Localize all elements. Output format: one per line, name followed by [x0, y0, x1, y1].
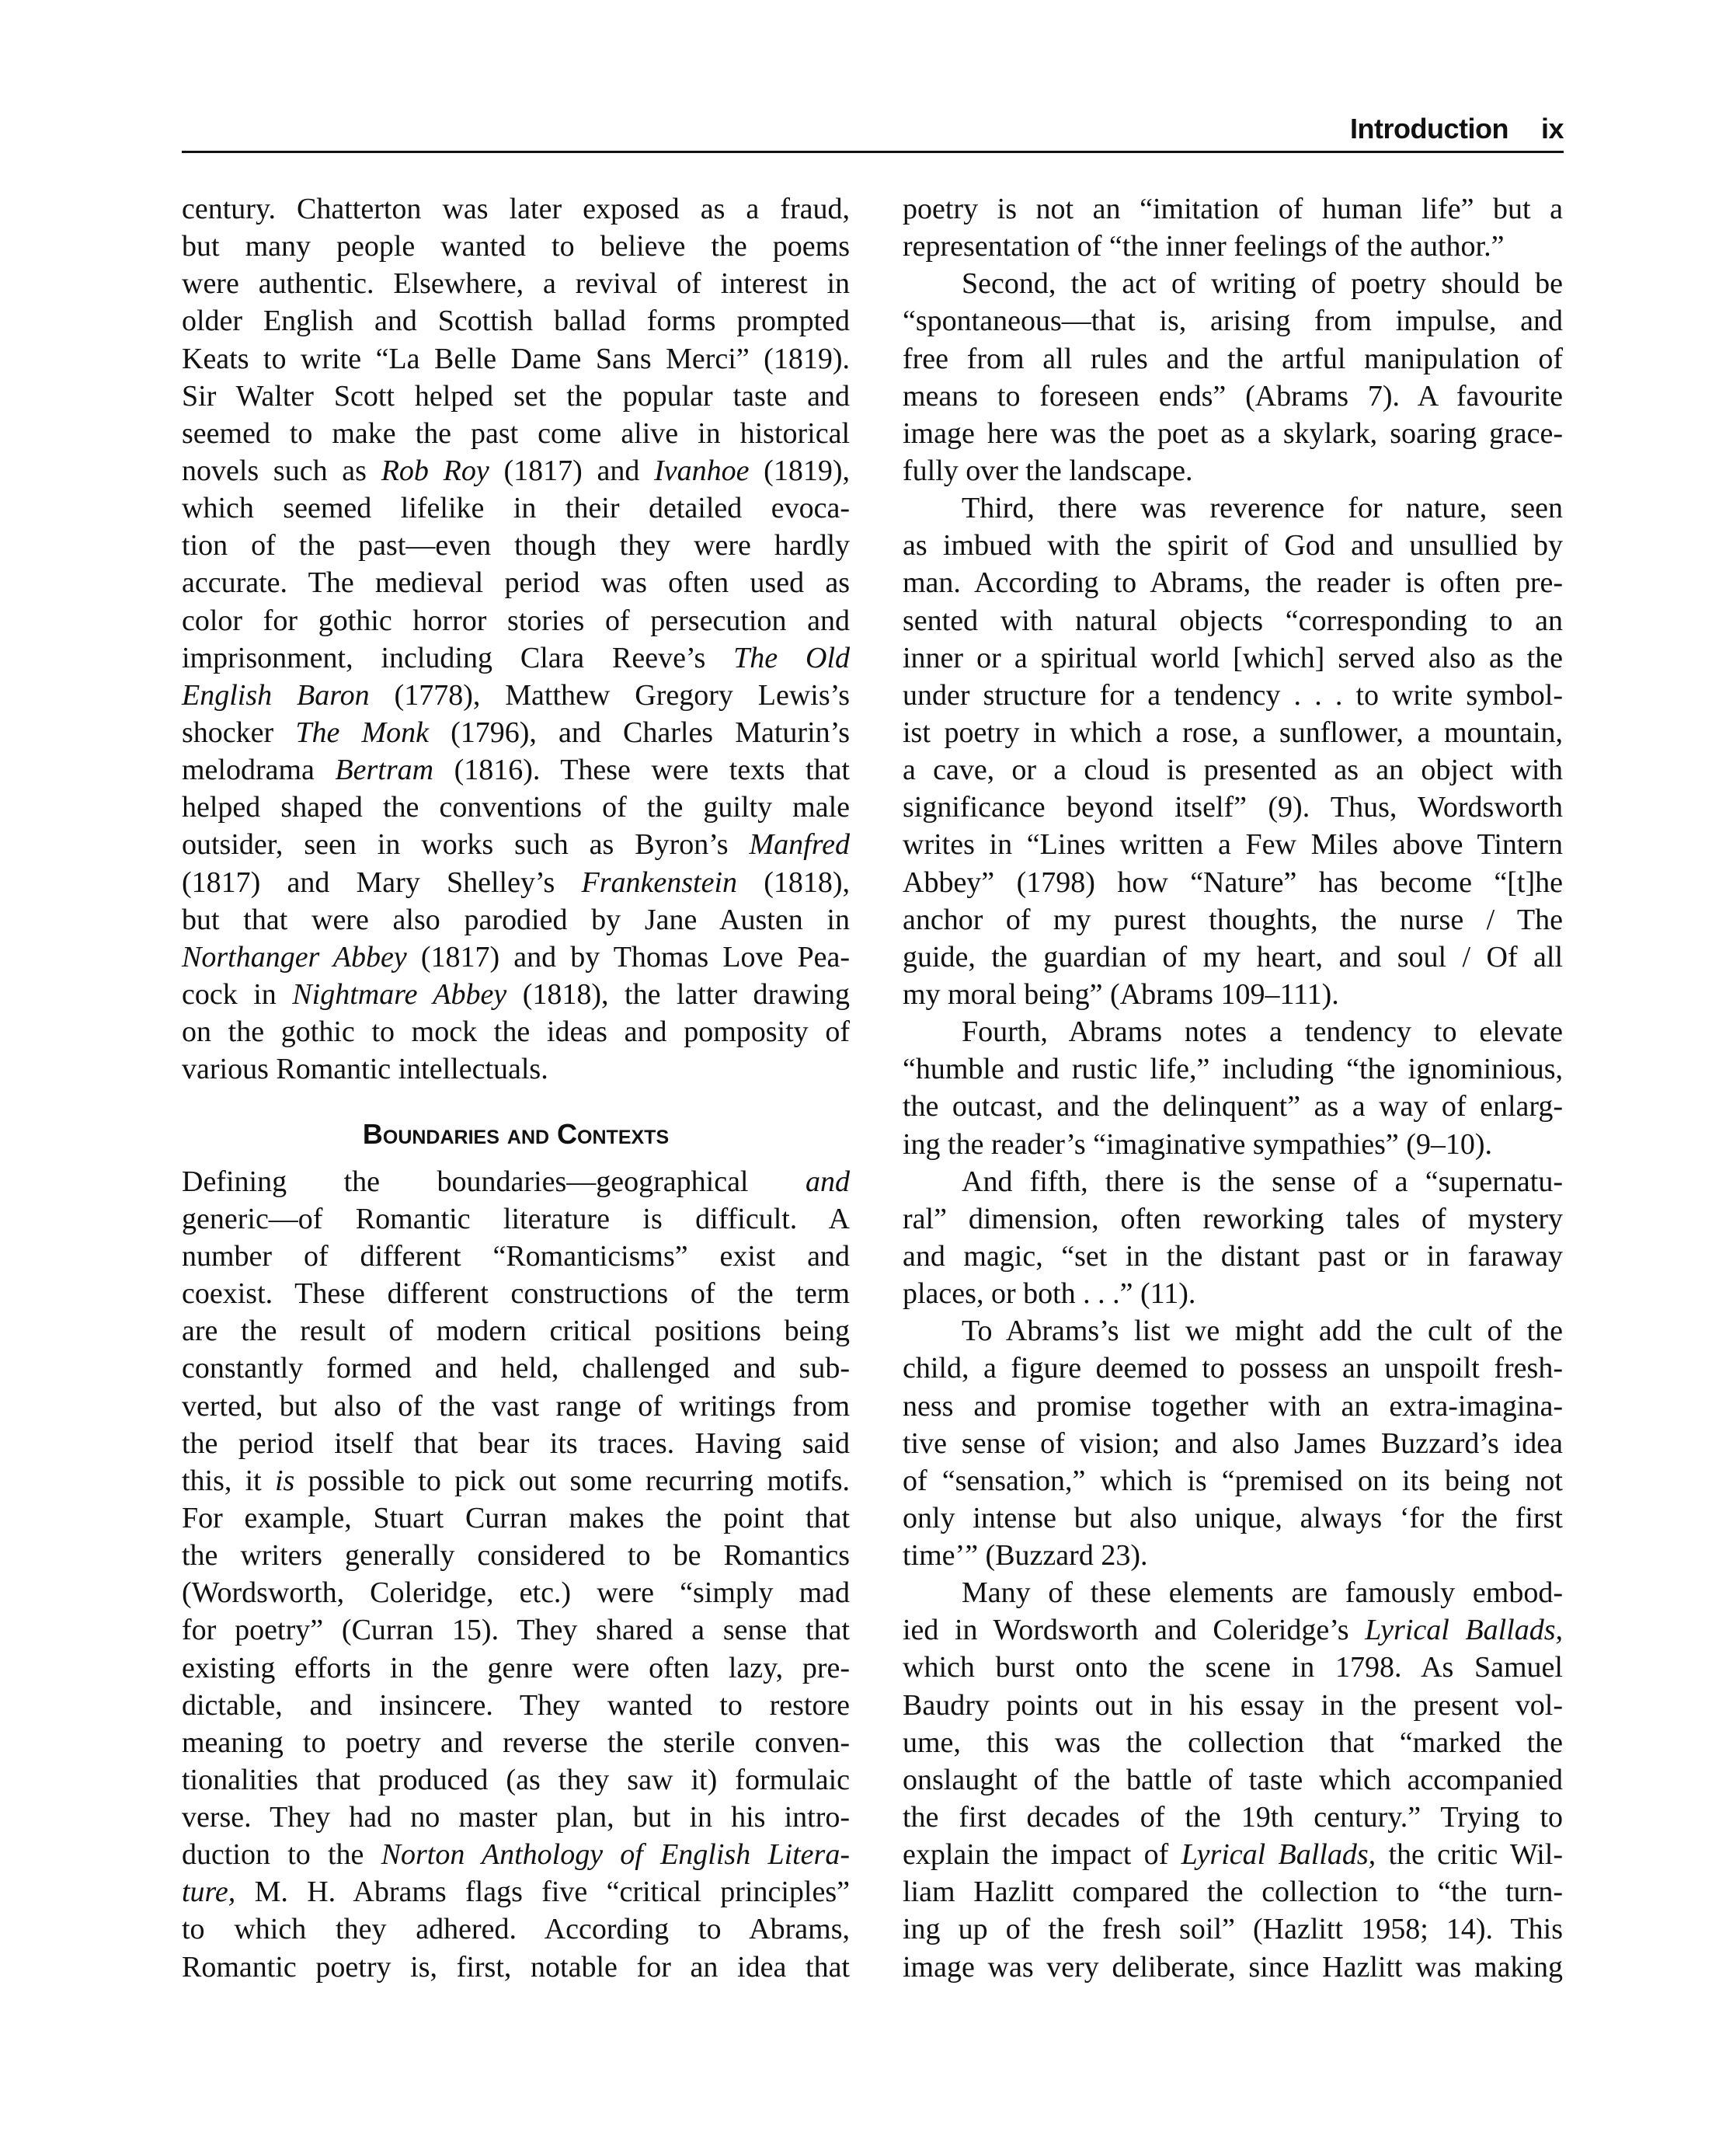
text-line: representation of “the inner feelings of the author.”	[903, 230, 1505, 263]
text-line: to which they adhered. According to Abrams,	[182, 1913, 850, 1946]
text-line: Second, the act of writing of poetry should be	[962, 267, 1563, 301]
text-line: coexist. These different constructions of the term	[182, 1277, 850, 1311]
text-line: of “sensation,” which is “premised on its being not	[903, 1464, 1563, 1497]
text-line: onslaught of the battle of taste which accompanied	[903, 1763, 1563, 1796]
text-line: Defining the boundaries—geographical and	[182, 1165, 850, 1198]
text-line: (Wordsworth, Coleridge, etc.) were “simply mad	[182, 1576, 850, 1610]
text-line: but that were also parodied by Jane Austen in	[182, 903, 850, 936]
italic-title: is	[274, 1464, 295, 1497]
text-line: tion of the past—even though they were hardly	[182, 529, 850, 563]
running-header	[1350, 113, 1564, 145]
text-line: only intense but also unique, always ‘for the first	[903, 1501, 1563, 1534]
italic-title: Ivanhoe	[654, 454, 750, 487]
text-line: constantly formed and held, challenged and sub-	[182, 1352, 850, 1385]
paragraph	[182, 190, 850, 1088]
text-line: melodrama Bertram (1816). These were texts that	[182, 754, 850, 787]
text-line: cock in Nightmare Abbey (1818), the latter drawing	[182, 977, 851, 1011]
section-heading	[182, 1088, 850, 1162]
text-line: under structure for a tendency . . . to write symbol-	[903, 678, 1563, 712]
text-line: but many people wanted to believe the poems	[182, 230, 850, 263]
paragraph	[903, 1013, 1563, 1163]
text-line: anchor of my purest thoughts, the nurse / The	[903, 903, 1563, 936]
text-line: Baudry points out in his essay in the present vol-	[903, 1688, 1563, 1722]
text-line: as imbued with the spirit of God and unsullied by	[903, 529, 1563, 563]
italic-title: The Old	[733, 641, 851, 674]
text-line: the outcast, and the delinquent” as a way of enlarg-	[903, 1090, 1563, 1123]
text-line: duction to the Norton Anthology of English Litera-	[182, 1838, 850, 1872]
text-line: (1817) and Mary Shelley’s Frankenstein (1818),	[182, 866, 850, 899]
text-line: Sir Walter Scott helped set the popular taste and	[182, 379, 850, 413]
text-line: free from all rules and the artful manipulation of	[903, 342, 1563, 375]
italic-title: Northanger Abbey	[182, 940, 407, 974]
text-line: verted, but also of the vast range of writings from	[182, 1389, 850, 1423]
text-line: Keats to write “La Belle Dame Sans Merci” (1819).	[182, 342, 850, 375]
paragraph	[182, 1163, 850, 1986]
text-line: novels such as Rob Roy (1817) and Ivanhoe (1819),	[182, 454, 850, 487]
text-line: ing the reader’s “imaginative sympathies” (9–10).	[903, 1127, 1493, 1161]
text-line: explain the impact of Lyrical Ballads, the critic Wil-	[903, 1838, 1563, 1872]
text-line: liam Hazlitt compared the collection to “the turn-	[903, 1876, 1563, 1909]
italic-title: Frankenstein	[581, 866, 738, 899]
text-line: child, a figure deemed to possess an unspoilt fresh-	[903, 1352, 1563, 1385]
text-line: which burst onto the scene in 1798. As Samuel	[903, 1651, 1563, 1684]
text-line: To Abrams’s list we might add the cult of the	[962, 1315, 1563, 1348]
text-line: “spontaneous—that is, arising from impulse, and	[903, 305, 1563, 338]
text-line: century. Chatterton was later exposed as a fraud,	[182, 193, 850, 225]
text-line: ied in Wordsworth and Coleridge’s Lyrical Ballads,	[903, 1614, 1563, 1647]
text-line: “humble and rustic life,” including “the ignominious,	[903, 1053, 1563, 1086]
text-line: the first decades of the 19th century.” Trying to	[903, 1801, 1563, 1834]
text-line: existing efforts in the genre were often lazy, pre-	[182, 1651, 850, 1684]
text-line: tive sense of vision; and also James Buzzard’s idea	[903, 1426, 1563, 1460]
text-line: Third, there was reverence for nature, seen	[962, 492, 1563, 525]
text-line: ume, this was the collection that “marked the	[903, 1726, 1563, 1759]
italic-title: English Baron	[182, 678, 370, 712]
paragraph	[903, 1163, 1563, 1313]
running-header-title: Introduction	[1350, 113, 1508, 145]
text-line: guide, the guardian of my heart, and soul / Of all	[903, 940, 1563, 974]
text-line: seemed to make the past come alive in historical	[182, 416, 850, 450]
text-line: verse. They had no master plan, but in his intro-	[182, 1801, 850, 1834]
text-line: fully over the landscape.	[903, 454, 1193, 487]
text-line: And fifth, there is the sense of a “supernatu-	[962, 1165, 1563, 1198]
header-rule	[182, 151, 1564, 153]
text-line: Northanger Abbey (1817) and by Thomas Love Pea-	[182, 940, 850, 974]
text-line: shocker The Monk (1796), and Charles Maturin’s	[182, 716, 850, 749]
text-line: imprisonment, including Clara Reeve’s The Old	[182, 641, 851, 674]
text-line: image was very deliberate, since Hazlitt was making	[903, 1950, 1563, 1984]
text-line: the period itself that bear its traces. Having said	[182, 1426, 850, 1460]
paragraph	[903, 489, 1563, 1013]
text-line: writes in “Lines written a Few Miles above Tintern	[903, 828, 1563, 862]
text-line: sented with natural objects “corresponding to an	[903, 604, 1563, 637]
text-line: for poetry” (Curran 15). They shared a sense that	[182, 1614, 850, 1647]
text-line: outsider, seen in works such as Byron’s Manfred	[182, 828, 850, 862]
text-line: and magic, “set in the distant past or in faraway	[903, 1239, 1563, 1273]
text-line: ness and promise together with an extra-imagina-	[903, 1389, 1563, 1423]
text-line: English Baron (1778), Matthew Gregory Lewis’s	[182, 678, 850, 712]
text-line: older English and Scottish ballad forms prompted	[182, 305, 850, 338]
page-number: ix	[1540, 113, 1564, 145]
text-line: For example, Stuart Curran makes the point that	[182, 1501, 850, 1534]
text-line: are the result of modern critical positions being	[182, 1315, 850, 1348]
text-line: tionalities that produced (as they saw it) formulaic	[182, 1763, 850, 1796]
italic-title: The Monk	[295, 716, 429, 749]
italic-title: ture,	[182, 1876, 236, 1909]
paragraph	[903, 1574, 1563, 1986]
italic-title: Manfred	[749, 828, 850, 862]
text-line: number of different “Romanticisms” exist and	[182, 1239, 850, 1273]
paragraph	[903, 265, 1563, 489]
text-line: a cave, or a cloud is presented as an object with	[903, 754, 1563, 787]
text-line: poetry is not an “imitation of human life” but a	[903, 193, 1563, 225]
italic-title: Lyrical Ballads,	[1365, 1614, 1563, 1647]
text-line: inner or a spiritual world [which] served also as the	[903, 641, 1563, 674]
right-column	[903, 190, 1563, 1986]
text-line: accurate. The medieval period was often used as	[182, 566, 850, 600]
text-line: helped shaped the conventions of the guilty male	[182, 791, 850, 824]
italic-title: Lyrical Ballads,	[1181, 1838, 1376, 1872]
text-line: the writers generally considered to be Romantics	[182, 1539, 850, 1573]
text-line: ral” dimension, often reworking tales of mystery	[903, 1202, 1563, 1235]
text-line: dictable, and insincere. They wanted to restore	[182, 1688, 850, 1722]
text-line: my moral being” (Abrams 109–111).	[903, 977, 1339, 1011]
text-line: Fourth, Abrams notes a tendency to elevate	[962, 1015, 1563, 1049]
text-line: Romantic poetry is, first, notable for an idea that	[182, 1950, 850, 1984]
text-line: means to foreseen ends” (Abrams 7). A favourite	[903, 379, 1563, 413]
text-line: Many of these elements are famously embod-	[962, 1576, 1563, 1610]
text-line: meaning to poetry and reverse the sterile conven-	[182, 1726, 850, 1759]
text-line: time’” (Buzzard 23).	[903, 1539, 1148, 1573]
text-line: ing up of the fresh soil” (Hazlitt 1958; 14). This	[903, 1913, 1563, 1946]
text-line: various Romantic intellectuals.	[182, 1053, 548, 1086]
italic-title: Bertram	[335, 754, 434, 787]
italic-title: and	[806, 1165, 850, 1198]
text-line: color for gothic horror stories of persecution and	[182, 604, 850, 637]
text-line: this, it is possible to pick out some recurring motifs.	[182, 1464, 850, 1497]
text-line: image here was the poet as a skylark, soaring grace-	[903, 416, 1563, 450]
text-line: significance beyond itself” (9). Thus, Wordsworth	[903, 791, 1563, 824]
paragraph	[903, 190, 1563, 265]
text-line: were authentic. Elsewhere, a revival of interest in	[182, 267, 850, 301]
italic-title: Rob Roy	[381, 454, 489, 487]
text-line: which seemed lifelike in their detailed evoca-	[182, 492, 850, 525]
paragraph	[903, 1312, 1563, 1574]
text-line: ist poetry in which a rose, a sunflower, a mountain,	[903, 716, 1563, 749]
text-line: man. According to Abrams, the reader is often pre-	[903, 566, 1563, 600]
left-column	[182, 190, 850, 1986]
text-line: Abbey” (1798) how “Nature” has become “[t]he	[903, 866, 1563, 899]
text-line: on the gothic to mock the ideas and pomposity of	[182, 1015, 850, 1049]
italic-title: Nightmare Abbey	[292, 977, 507, 1011]
text-line: generic—of Romantic literature is difficult. A	[182, 1202, 850, 1235]
italic-title: Norton Anthology of English Litera-	[381, 1838, 850, 1872]
text-line: places, or both . . .” (11).	[903, 1277, 1196, 1311]
text-line: ture, M. H. Abrams flags five “critical principles”	[182, 1876, 850, 1909]
section-heading-text: Boundaries and Contexts	[362, 1118, 670, 1151]
